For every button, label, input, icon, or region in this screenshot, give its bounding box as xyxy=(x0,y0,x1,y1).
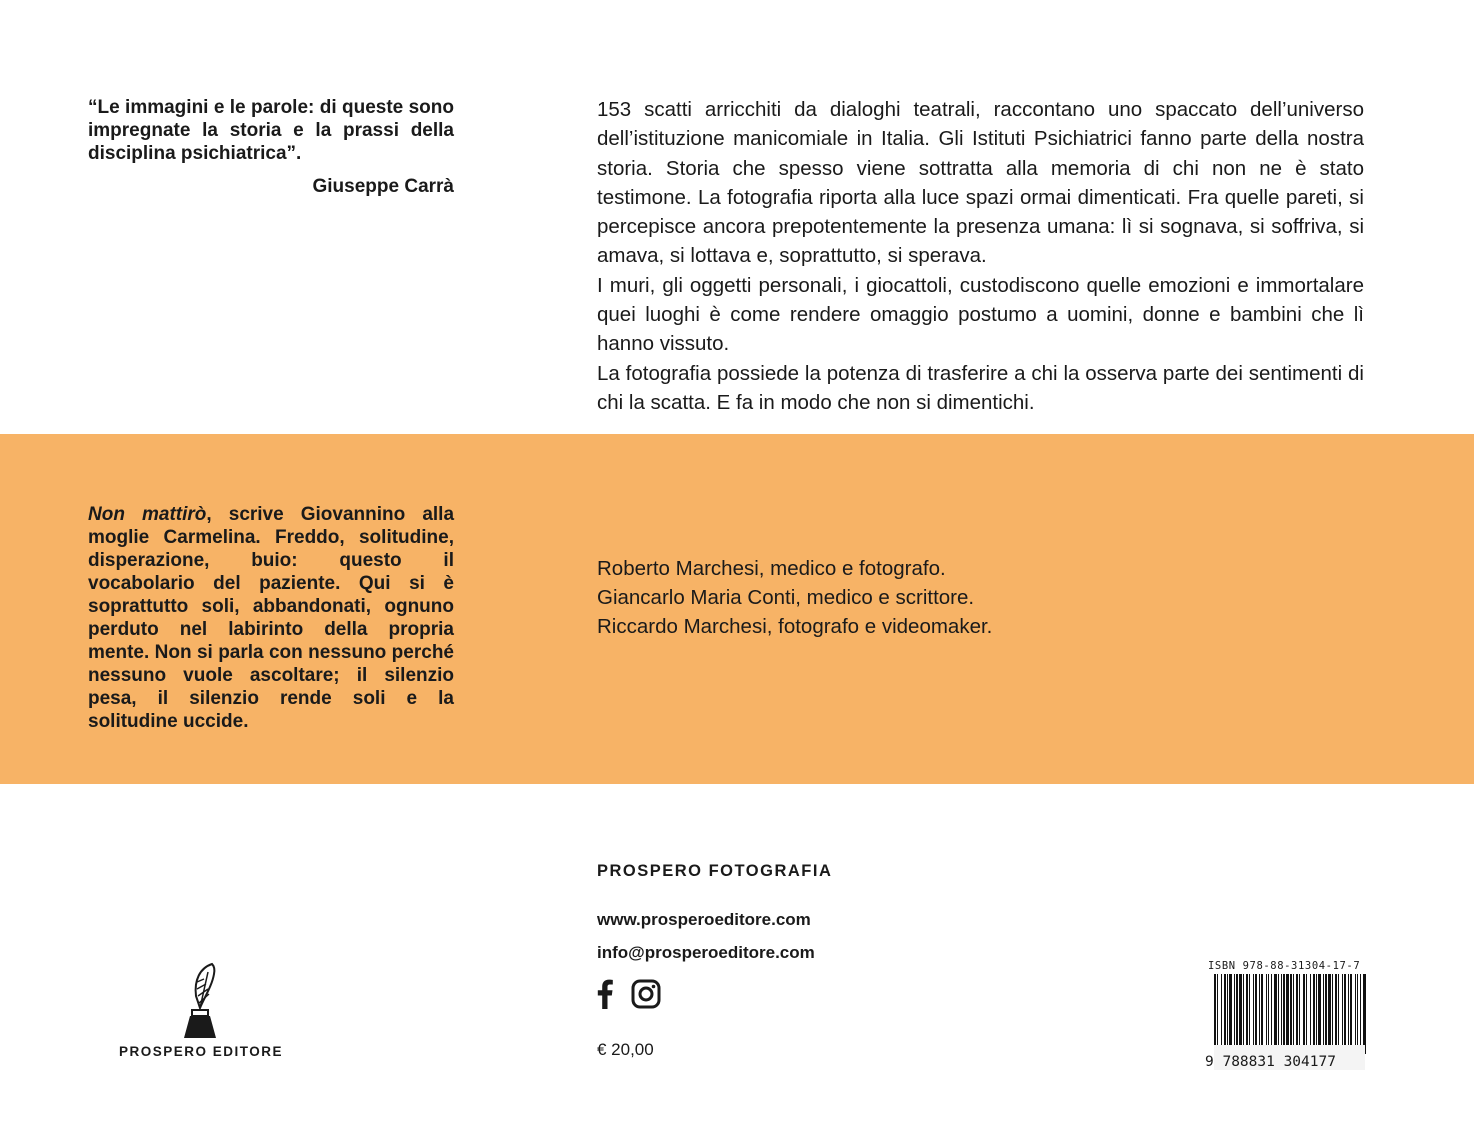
barcode-bar xyxy=(1227,974,1228,1054)
barcode-bar xyxy=(1229,974,1232,1054)
author-line-1: Roberto Marchesi, medico e fotografo. xyxy=(597,557,946,580)
barcode-bar xyxy=(1332,974,1333,1054)
barcode-bar xyxy=(1249,974,1250,1054)
website-link[interactable]: www.prosperoeditore.com xyxy=(597,910,811,929)
barcode-bar xyxy=(1316,974,1317,1054)
barcode-bar xyxy=(1274,974,1277,1054)
barcode-bar xyxy=(1306,974,1307,1054)
barcode-bar xyxy=(1318,974,1321,1054)
ean-digits: 9 788831 304177 xyxy=(1205,1054,1336,1070)
publisher-logo xyxy=(116,962,286,1062)
barcode-bar xyxy=(1243,974,1244,1054)
instagram-icon[interactable] xyxy=(631,979,661,1014)
series-name: PROSPERO FOTOGRAFIA xyxy=(597,862,833,880)
email-link[interactable]: info@prosperoeditore.com xyxy=(597,943,815,962)
barcode-bar xyxy=(1299,974,1300,1054)
description-paragraph-3: La fotografia possiede la potenza di trasferire a chi la osserva parte dei sentimenti di chi la scatta. E fa in modo che non si dimentichi. xyxy=(597,361,1364,414)
barcode-bar xyxy=(1303,974,1305,1054)
isbn-text: ISBN 978-88-31304-17-7 xyxy=(1208,960,1361,972)
barcode-bar xyxy=(1234,974,1235,1054)
barcode-bar xyxy=(1283,974,1285,1054)
barcode-bar xyxy=(1236,974,1238,1054)
isbn-barcode xyxy=(1205,960,1365,1070)
barcode-bar xyxy=(1221,974,1222,1054)
barcode-bar xyxy=(1214,974,1216,1054)
barcode-bar xyxy=(1290,974,1292,1054)
barcode-bar xyxy=(1271,974,1272,1054)
barcode-bar xyxy=(1338,974,1339,1054)
barcode-bar xyxy=(1217,974,1218,1054)
barcode-bar xyxy=(1253,974,1254,1054)
barcode-bar xyxy=(1281,974,1282,1054)
barcode-bar xyxy=(1328,974,1331,1054)
author-line-3: Riccardo Marchesi, fotografo e videomaker. xyxy=(597,615,993,638)
barcode-bar xyxy=(1293,974,1294,1054)
facebook-icon[interactable] xyxy=(597,979,613,1014)
social-links xyxy=(597,980,661,1012)
barcode-bar xyxy=(1313,974,1315,1054)
barcode-bar xyxy=(1325,974,1327,1054)
barcode-bar xyxy=(1259,974,1260,1054)
barcode-bar xyxy=(1266,974,1267,1054)
barcode-bar xyxy=(1323,974,1324,1054)
barcode-bar xyxy=(1363,974,1366,1054)
barcode-bar xyxy=(1296,974,1298,1054)
barcode-bar xyxy=(1261,974,1263,1054)
barcode-bar xyxy=(1239,974,1242,1054)
barcode-bar xyxy=(1360,974,1361,1054)
excerpt-text xyxy=(88,503,454,733)
publisher-name: PROSPERO EDITORE xyxy=(118,1044,284,1059)
description-paragraph-2: I muri, gli oggetti personali, i giocattoli, custodiscono quelle emozioni e immortalare quei luoghi è come rendere omaggio postumo a uomini, donne e bambini che lì hanno vissuto. xyxy=(597,273,1364,356)
barcode-bar xyxy=(1335,974,1337,1054)
barcode-bar xyxy=(1286,974,1289,1054)
excerpt-title: Non mattirò xyxy=(88,504,207,525)
book-description xyxy=(597,95,1364,417)
description-paragraph-1: 153 scatti arricchiti da dialoghi teatrali, raccontano uno spaccato dell’universo dell’istituzione manicomiale in Italia. Gli Istituti Psichiatrici fanno parte della nostra storia. Storia che spesso viene sottratta alla memoria di chi non ne è stato testimone. La fotografia riporta alla luce spazi ormai dimenticati. Fra quelle pareti, si percepisce ancora prepotentemente la presenza umana: lì si sognava, si soffriva, si amava, si lottava e, soprattutto, si sperava. xyxy=(597,98,1364,268)
barcode-bar xyxy=(1255,974,1257,1054)
barcode-bar xyxy=(1310,974,1311,1054)
excerpt-body: , scrive Giovannino alla moglie Carmelina. Freddo, solitudine, disperazione, buio: questo il vocabolario del paziente. Qui si è soprattutto soli, abbandonati, ognuno perduto nel labirinto della propria mente. Non si parla con nessuno perché nessuno vuole ascoltare; il silenzio pesa, il silenzio rende soli e la solitudine uccide. xyxy=(88,504,455,732)
barcode-bar xyxy=(1357,974,1358,1054)
quote-author: Giuseppe Carrà xyxy=(312,176,454,197)
barcode-bar xyxy=(1268,974,1269,1054)
author-line-2: Giancarlo Maria Conti, medico e scrittore. xyxy=(597,586,975,609)
barcode-bars xyxy=(1214,974,1365,1054)
barcode-bar xyxy=(1224,974,1226,1054)
quill-inkwell-icon xyxy=(182,962,220,1040)
authors-list xyxy=(597,554,992,641)
barcode-bar xyxy=(1278,974,1279,1054)
barcode-bar xyxy=(1348,974,1349,1054)
epigraph-quote: “Le immagini e le parole: di queste sono impregnate la storia e la prassi della disciplina psichiatrica”. xyxy=(88,97,454,164)
barcode-bar xyxy=(1342,974,1343,1054)
barcode-bar xyxy=(1344,974,1346,1054)
price: € 20,00 xyxy=(597,1040,654,1059)
barcode-bar xyxy=(1350,974,1352,1054)
barcode-bar xyxy=(1246,974,1248,1054)
barcode-bar xyxy=(1355,974,1356,1054)
